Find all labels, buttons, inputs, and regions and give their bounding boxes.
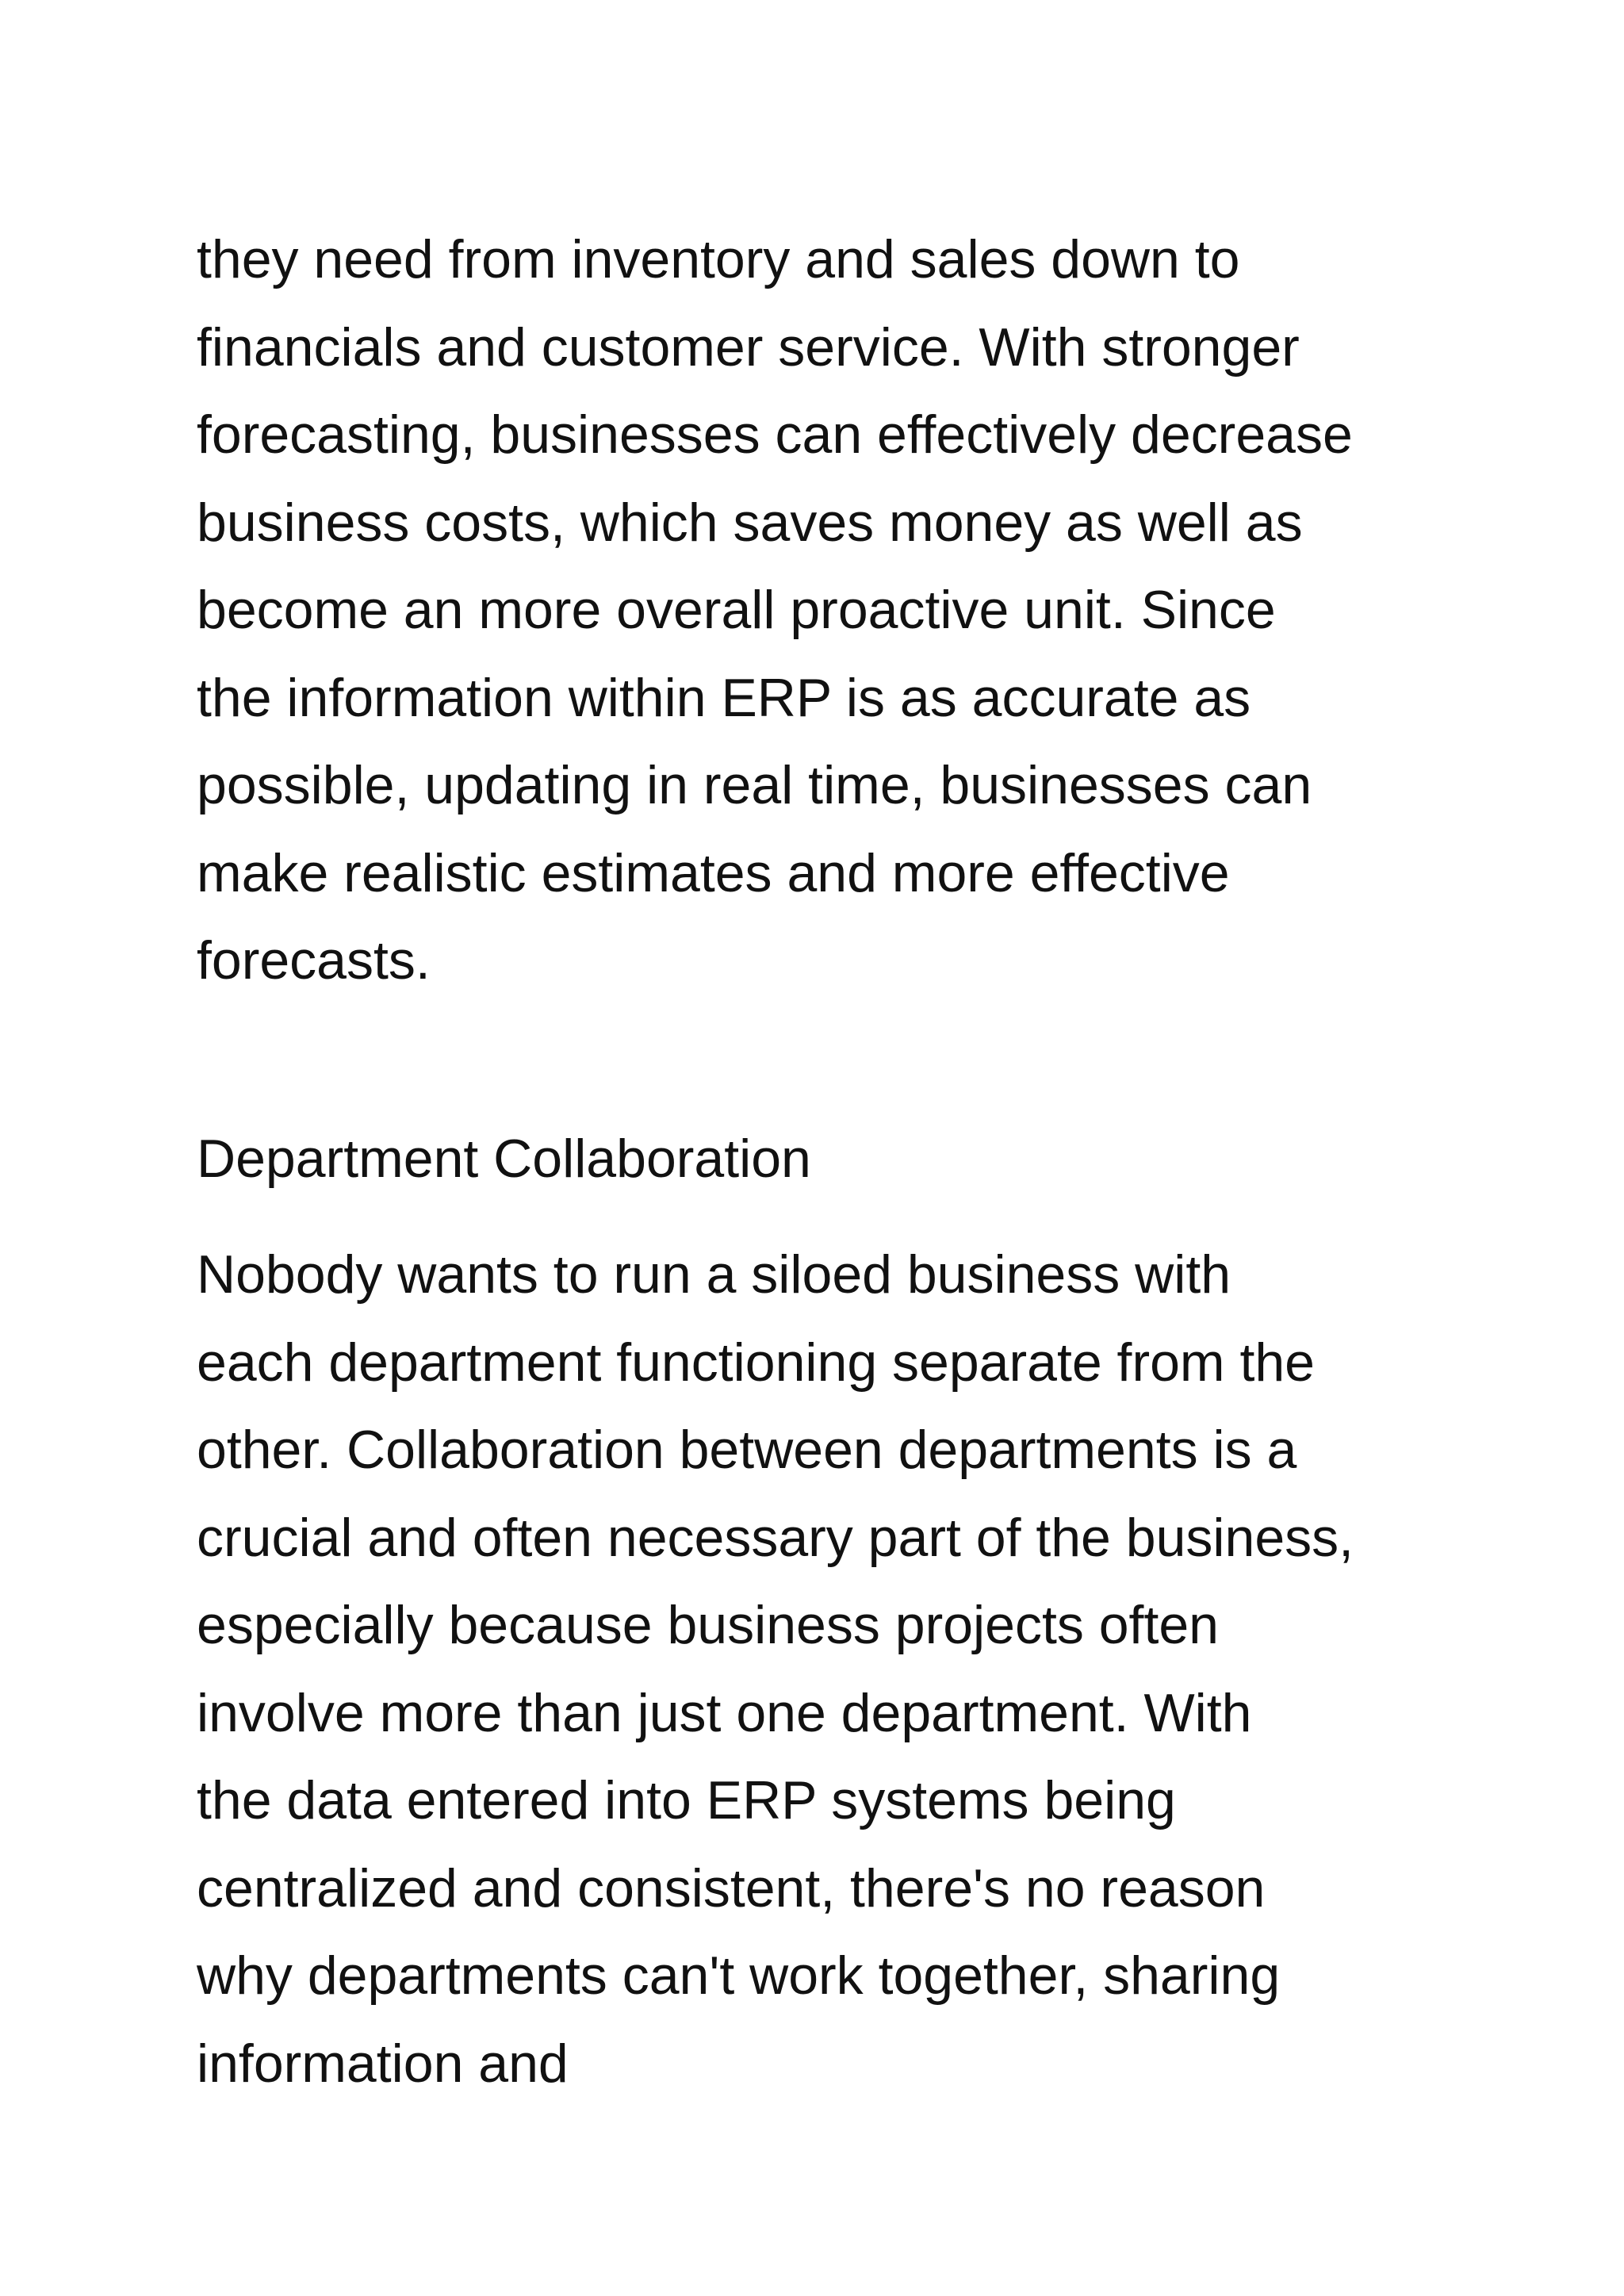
text-line: involve more than just one department. With [197,1682,1252,1743]
text-line: the information within ERP is as accurate as [197,667,1251,728]
text-line: forecasts. [197,930,431,991]
text-line: make realistic estimates and more effective [197,842,1230,903]
text-line: each department functioning separate from the [197,1332,1315,1393]
page-content [197,216,1465,2107]
text-line: they need from inventory and sales down to [197,229,1240,289]
text-line: the data entered into ERP systems being [197,1770,1176,1830]
text-line: centralized and consistent, there's no reason [197,1857,1266,1918]
text-line: crucial and often necessary part of the business, [197,1507,1354,1568]
section-spacer [197,1005,1465,1115]
text-line: other. Collaboration between departments is a [197,1420,1297,1480]
text-line: business costs, which saves money as well as [197,492,1303,553]
text-line: especially because business projects often [197,1595,1219,1655]
paragraph-forecasting [197,216,1465,1005]
paragraph-department-collaboration [197,1231,1465,2107]
text-line: become an more overall proactive unit. Since [197,580,1276,640]
text-line: information and [197,2033,569,2094]
text-line: financials and customer service. With stronger [197,316,1300,378]
text-line: possible, updating in real time, businesses can [197,755,1312,815]
text-line: forecasting, businesses can effectively decrease [197,404,1353,465]
section-heading: Department Collaboration [197,1128,811,1189]
text-line: Nobody wants to run a siloed business with [197,1244,1231,1305]
text-line: why departments can't work together, sharing [197,1945,1281,2006]
heading-spacer [197,1202,1465,1231]
